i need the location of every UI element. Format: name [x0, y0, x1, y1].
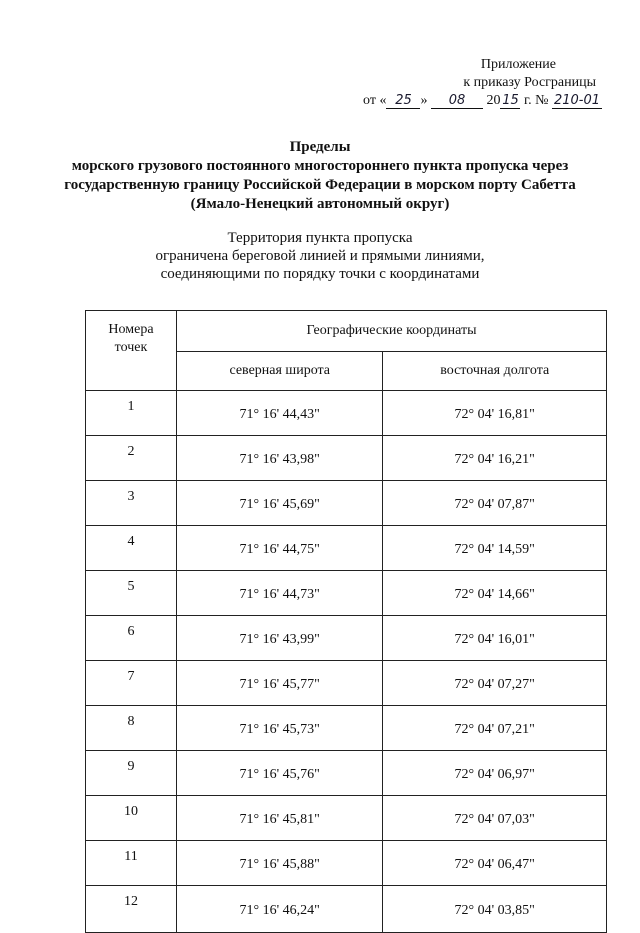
latitude-cell: 71° 16' 45,69"	[177, 481, 383, 526]
longitude-cell: 72° 04' 07,03"	[383, 796, 607, 841]
subtitle-line-2: ограничена береговой линией и прямыми линиями,	[155, 248, 485, 264]
latitude-cell: 71° 16' 45,81"	[177, 796, 383, 841]
appendix-label: Приложение	[480, 57, 556, 72]
title-line-3: государственную границу Российской Федерации в морском порту Сабетта	[64, 177, 576, 193]
latitude-cell: 71° 16' 45,76"	[177, 751, 383, 796]
point-number-cell: 1	[86, 391, 177, 436]
latitude-cell: 71° 16' 45,73"	[177, 706, 383, 751]
point-number-cell: 5	[86, 571, 177, 616]
point-number-cell: 11	[86, 841, 177, 886]
table-row	[86, 571, 607, 616]
date-prefix: от «	[363, 93, 387, 108]
latitude-cell: 71° 16' 43,98"	[177, 436, 383, 481]
longitude-cell: 72° 04' 14,59"	[383, 526, 607, 571]
table-row	[86, 526, 607, 571]
subtitle-line-1: Территория пункта пропуска	[227, 230, 413, 246]
longitude-cell: 72° 04' 14,66"	[383, 571, 607, 616]
handwritten-day: 25	[386, 93, 420, 109]
latitude-cell: 71° 16' 44,75"	[177, 526, 383, 571]
point-number-cell: 2	[86, 436, 177, 481]
longitude-cell: 72° 04' 07,21"	[383, 706, 607, 751]
year-suffix: г. №	[523, 93, 549, 108]
latitude-cell: 71° 16' 45,88"	[177, 841, 383, 886]
document-title	[0, 138, 640, 214]
latitude-cell: 71° 16' 44,73"	[177, 571, 383, 616]
latitude-cell: 71° 16' 44,43"	[177, 391, 383, 436]
longitude-cell: 72° 04' 06,47"	[383, 841, 607, 886]
latitude-cell: 71° 16' 45,77"	[177, 661, 383, 706]
longitude-cell: 72° 04' 16,81"	[383, 391, 607, 436]
point-number-cell: 4	[86, 526, 177, 571]
title-line-4: (Ямало-Ненецкий автономный округ)	[190, 196, 450, 212]
table-row	[86, 481, 607, 526]
appendix-date-line	[363, 92, 602, 110]
table-row	[86, 616, 607, 661]
point-number-cell: 3	[86, 481, 177, 526]
point-number-cell: 7	[86, 661, 177, 706]
longitude-cell: 72° 04' 03,85"	[383, 886, 607, 933]
table-row	[86, 796, 607, 841]
handwritten-year: 15	[502, 93, 519, 108]
appendix-header	[363, 56, 602, 110]
table-row	[86, 706, 607, 751]
handwritten-month: 08	[431, 93, 483, 109]
table-row	[86, 841, 607, 886]
coordinates-table	[85, 310, 607, 933]
longitude-cell: 72° 04' 06,97"	[383, 751, 607, 796]
table-row	[86, 436, 607, 481]
longitude-cell: 72° 04' 16,21"	[383, 436, 607, 481]
header-longitude: восточная долгота	[383, 352, 607, 391]
header-point-number: Номера точек	[86, 311, 177, 391]
latitude-cell: 71° 16' 46,24"	[177, 886, 383, 933]
point-number-cell: 6	[86, 616, 177, 661]
point-number-cell: 8	[86, 706, 177, 751]
point-number-cell: 12	[86, 886, 177, 933]
table-row	[86, 661, 607, 706]
table-row	[86, 886, 607, 933]
latitude-cell: 71° 16' 43,99"	[177, 616, 383, 661]
header-geo-coordinates: Географические координаты	[177, 311, 607, 352]
document-subtitle	[0, 229, 640, 283]
longitude-cell: 72° 04' 07,27"	[383, 661, 607, 706]
table-row	[86, 751, 607, 796]
title-line-2: морского грузового постоянного многостороннего пункта пропуска через	[71, 158, 569, 174]
year-prefix: 20	[486, 93, 501, 108]
longitude-cell: 72° 04' 16,01"	[383, 616, 607, 661]
table-row	[86, 391, 607, 436]
date-close-quote: »	[420, 93, 428, 108]
appendix-order-ref: к приказу Росграницы	[463, 75, 596, 90]
handwritten-order-number: 210-01	[553, 93, 601, 108]
header-latitude: северная широта	[177, 352, 383, 391]
subtitle-line-3: соединяющими по порядку точки с координатами	[160, 266, 480, 282]
point-number-cell: 10	[86, 796, 177, 841]
point-number-cell: 9	[86, 751, 177, 796]
longitude-cell: 72° 04' 07,87"	[383, 481, 607, 526]
title-line-1: Пределы	[289, 139, 351, 155]
